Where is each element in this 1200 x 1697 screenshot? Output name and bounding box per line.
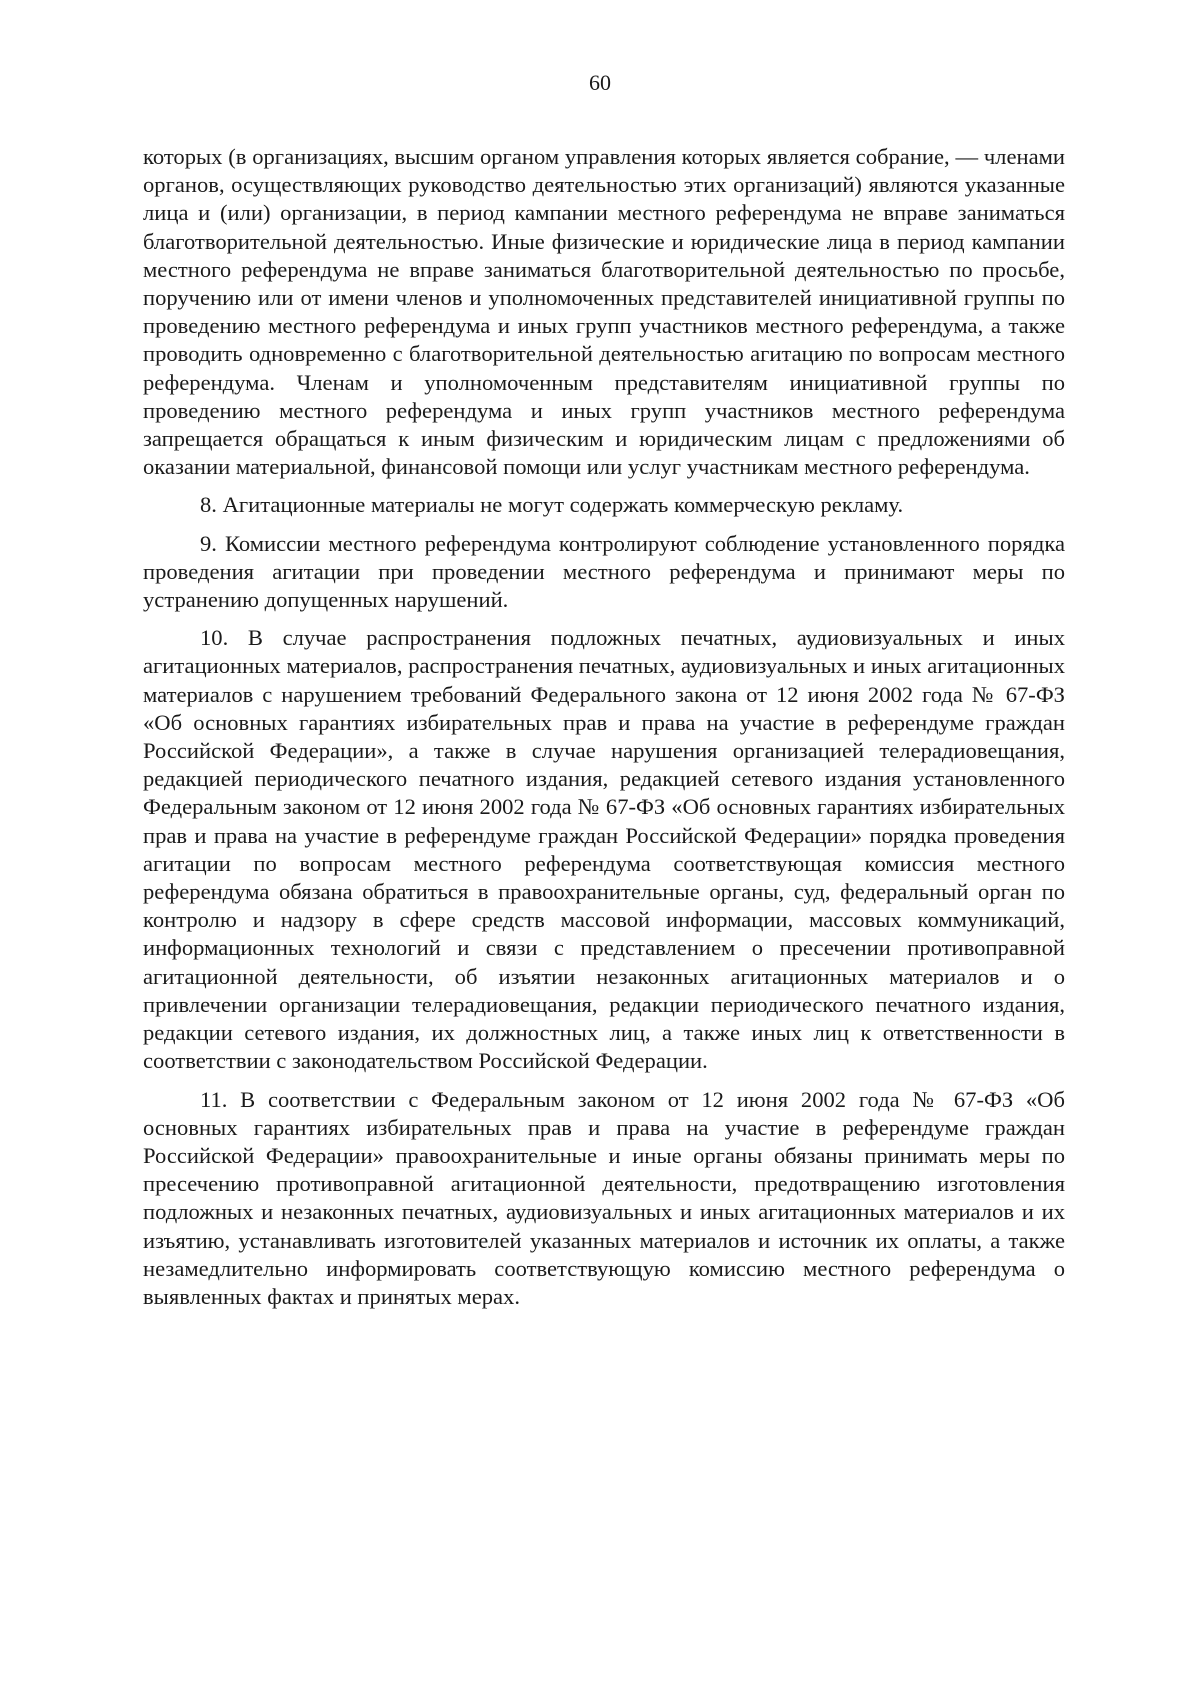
paragraph-item-11: 11. В соответствии с Федеральным законом от 12 июня 2002 года № 67-ФЗ «Об основных гарантиях избирательных прав и права на участие в референдуме граждан Российской Федерации» правоохранительные и иные органы обязаны принимать меры по пресечению противоправной агитационной деятельности, предотвращению изготовления подложных и незаконных печатных, аудиовизуальных и иных агитационных материалов и их изъятию, устанавливать изготовителей указанных материалов и источник их оплаты, а также незамедлительно информировать соответствующую комиссию местного референдума о выявленных фактах и принятых мерах. [143,1086,1065,1309]
paragraph-item-8: 8. Агитационные материалы не могут содержать коммерческую рекламу. [200,492,904,518]
document-body [143,143,1065,1311]
paragraph-item-10: 10. В случае распространения подложных печатных, аудиовизуальных и иных агитационных материалов, распространения печатных, аудиовизуальных и иных агитационных материалов с нарушением требований Федерального закона от 12 июня 2002 года № 67-ФЗ «Об основных гарантиях избирательных прав и права на участие в референдуме граждан Российской Федерации», а также в случае нарушения организацией телерадиовещания, редакцией периодического печатного издания, редакцией сетевого издания установленного Федеральным законом от 12 июня 2002 года № 67-ФЗ «Об основных гарантиях избирательных прав и права на участие в референдуме граждан Российской Федерации» порядка проведения агитации по вопросам местного референдума соответствующая комиссия местного референдума обязана обратиться в правоохранительные органы, суд, федеральный орган по контролю и надзору в сфере средств массовой информации, массовых коммуникаций, информационных технологий и связи с представлением о пресечении противоправной агитационной деятельности, об изъятии незаконных агитационных материалов и о привлечении организации телерадиовещания, редакции периодического печатного издания, редакции сетевого издания, их должностных лиц, а также иных лиц к ответственности в соответствии с законодательством Российской Федерации. [143,625,1065,1074]
page-number: 60 [589,70,611,95]
paragraph-continued: которых (в организациях, высшим органом управления которых является собрание, — членами органов, осуществляющих руководство деятельностью этих организаций) являются указанные лица и (или) организации, в период кампании местного референдума не вправе заниматься благотворительной деятельностью. Иные физические и юридические лица в период кампании местного референдума не вправе заниматься благотворительной деятельностью по просьбе, поручению или от имени членов и уполномоченных представителей инициативной группы по проведению местного референдума и иных групп участников местного референдума, а также проводить одновременно с благотворительной деятельностью агитацию по вопросам местного референдума. Членам и уполномоченным представителям инициативной группы по проведению местного референдума и иных групп участников местного референдума запрещается обращаться к иным физическим и юридическим лицам с предложениями об оказании материальной, финансовой помощи или услуг участникам местного референдума. [143,144,1065,480]
paragraph-item-9: 9. Комиссии местного референдума контролируют соблюдение установленного порядка проведения агитации при проведении местного референдума и принимают меры по устранению допущенных нарушений. [143,530,1065,613]
